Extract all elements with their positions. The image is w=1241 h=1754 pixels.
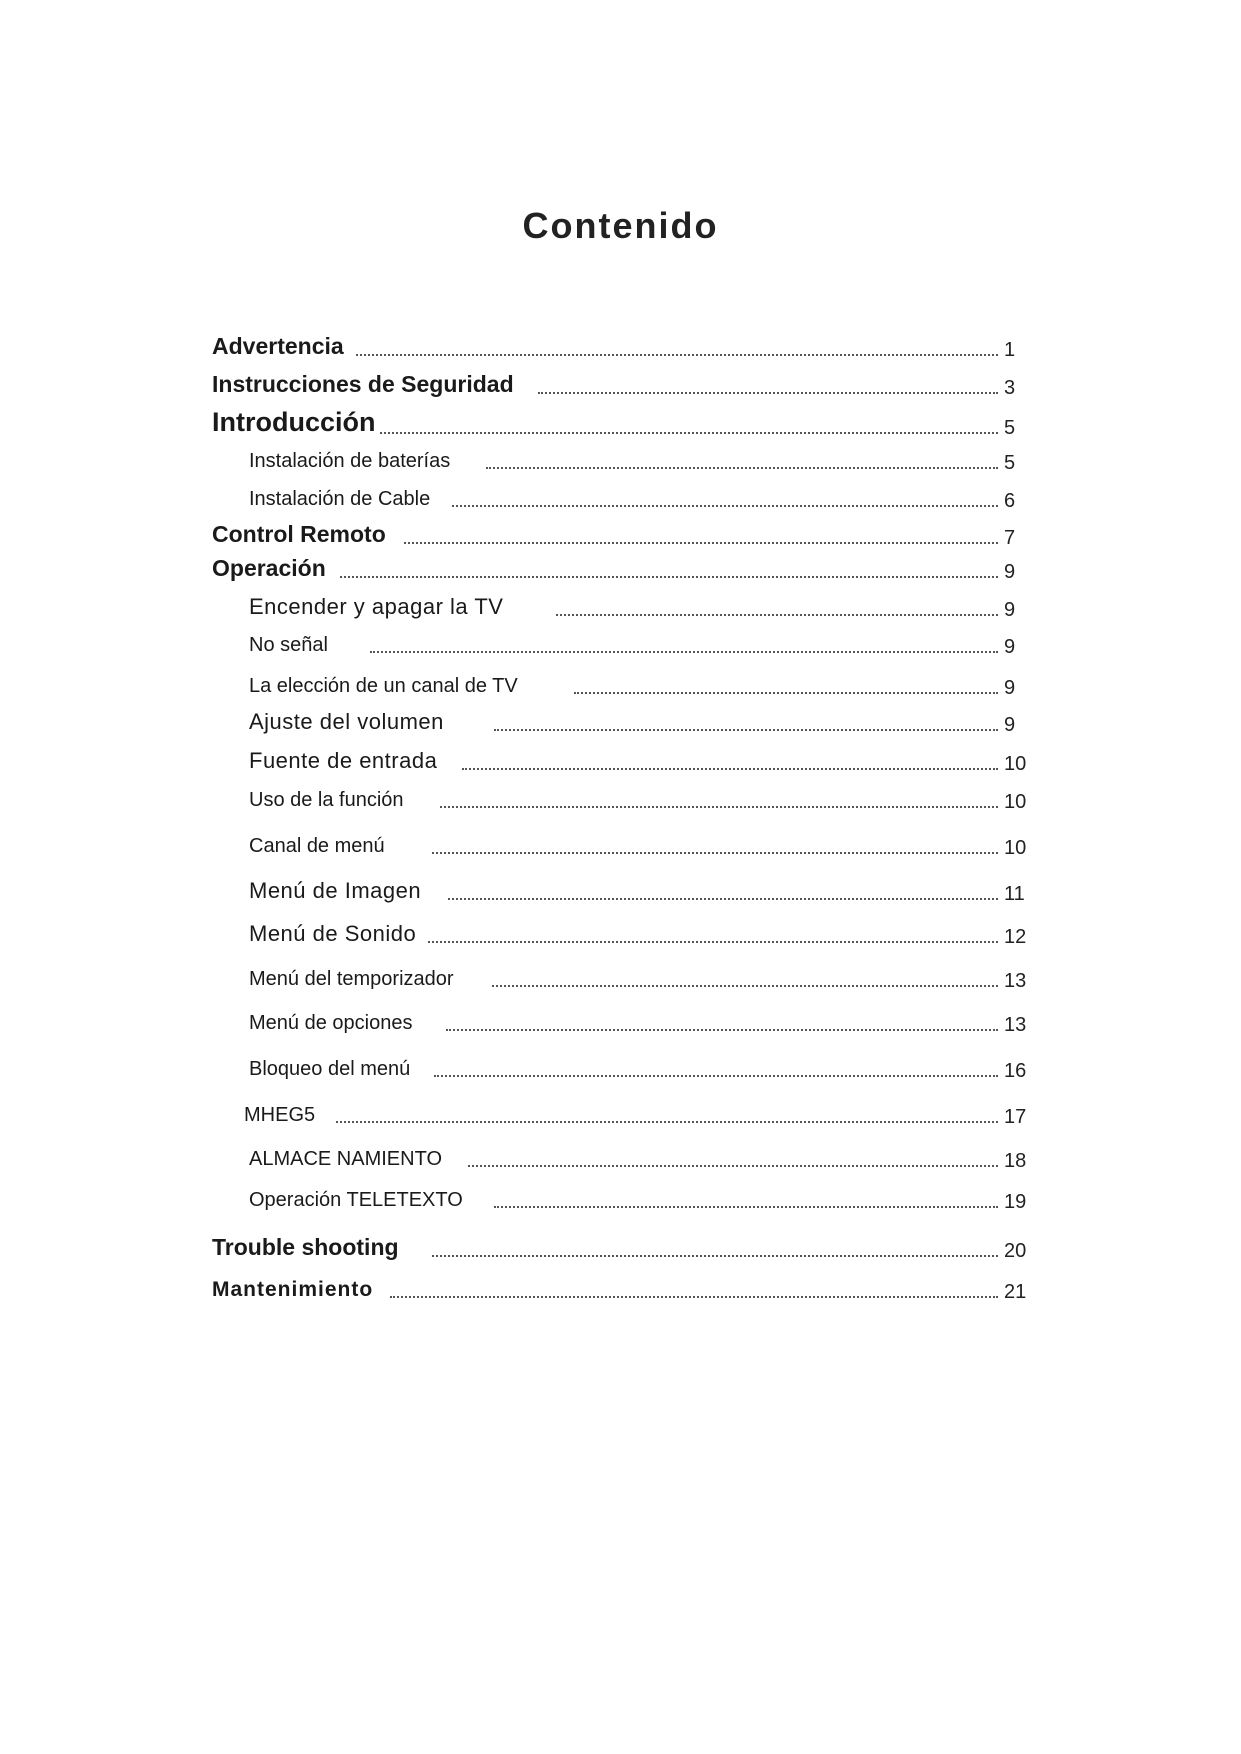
toc-page-number: 9	[1004, 599, 1016, 621]
toc-entry-encender-y-apagar-la-tv[interactable]	[0, 592, 1241, 622]
toc-leader	[440, 806, 998, 808]
toc-page-number: 18	[1004, 1150, 1027, 1172]
toc-entry-canal-de-menu[interactable]	[0, 830, 1241, 860]
toc-page-number: 10	[1004, 791, 1027, 813]
toc-entry-menu-del-temporizador[interactable]	[0, 963, 1241, 993]
toc-leader	[556, 614, 998, 616]
toc-leader	[446, 1029, 998, 1031]
toc-leader	[340, 576, 998, 578]
toc-entry-advertencia[interactable]	[0, 332, 1241, 362]
toc-entry-operacion-teletexto[interactable]	[0, 1184, 1241, 1214]
toc-label: La elección de un canal de TV	[249, 675, 518, 697]
toc-leader	[494, 1206, 998, 1208]
toc-entry-mantenimiento[interactable]	[0, 1274, 1241, 1304]
toc-entry-la-eleccion-de-un-canal-de-tv[interactable]	[0, 670, 1241, 700]
toc-entry-almace-namiento[interactable]	[0, 1143, 1241, 1173]
toc-leader	[462, 768, 998, 770]
toc-label: Menú de Sonido	[249, 921, 417, 946]
toc-entry-uso-de-la-funcion[interactable]	[0, 784, 1241, 814]
toc-leader	[492, 985, 998, 987]
toc-leader	[452, 505, 998, 507]
toc-leader	[468, 1165, 998, 1167]
toc-page-number: 1	[1004, 339, 1016, 361]
toc-entry-instrucciones-de-seguridad[interactable]	[0, 370, 1241, 400]
toc-page-number: 13	[1004, 1014, 1027, 1036]
toc-leader	[434, 1075, 998, 1077]
toc-label: Encender y apagar la TV	[249, 594, 504, 619]
toc-label: Instalación de Cable	[249, 488, 431, 510]
toc-page-number: 16	[1004, 1060, 1027, 1082]
toc-page-number: 10	[1004, 753, 1027, 775]
toc-entry-no-senal[interactable]	[0, 629, 1241, 659]
toc-page-number: 13	[1004, 970, 1027, 992]
toc-leader	[574, 692, 998, 694]
toc-page-number: 7	[1004, 527, 1016, 549]
toc-entry-ajuste-del-volumen[interactable]	[0, 707, 1241, 737]
toc-label: Operación TELETEXTO	[249, 1189, 463, 1211]
toc-entry-bloqueo-del-menu[interactable]	[0, 1053, 1241, 1083]
toc-label: Menú del temporizador	[249, 968, 454, 990]
toc-leader	[404, 542, 998, 544]
toc-page-number: 9	[1004, 677, 1016, 699]
toc-leader	[538, 392, 998, 394]
toc-entry-mheg5[interactable]	[0, 1099, 1241, 1129]
toc-label: Instrucciones de Seguridad	[212, 371, 514, 397]
toc-label: Instalación de baterías	[249, 450, 451, 472]
toc-page-number: 5	[1004, 417, 1016, 439]
toc-leader	[428, 941, 998, 943]
toc-page-number: 11	[1004, 883, 1025, 905]
toc-entry-instalacion-de-baterias[interactable]	[0, 445, 1241, 475]
toc-page-number: 20	[1004, 1240, 1027, 1262]
toc-label: Operación	[212, 555, 326, 581]
toc-label: Menú de opciones	[249, 1012, 413, 1034]
toc-leader	[370, 651, 998, 653]
toc-label: Advertencia	[212, 333, 344, 359]
toc-label: MHEG5	[244, 1104, 316, 1126]
toc-page-number: 9	[1004, 636, 1016, 658]
toc-page-number: 9	[1004, 714, 1016, 736]
toc-page-number: 5	[1004, 452, 1016, 474]
toc-leader	[448, 898, 998, 900]
page-title: Contenido	[522, 205, 719, 246]
toc-entry-trouble-shooting[interactable]	[0, 1233, 1241, 1263]
toc-leader	[356, 354, 998, 356]
toc-leader	[390, 1296, 998, 1298]
toc-page-number: 21	[1004, 1281, 1027, 1303]
toc-label: Bloqueo del menú	[249, 1058, 411, 1080]
toc-entry-control-remoto[interactable]	[0, 520, 1241, 550]
toc-label: Mantenimiento	[212, 1278, 374, 1301]
toc-label: No señal	[249, 634, 328, 656]
toc-label: ALMACE NAMIENTO	[249, 1148, 442, 1170]
toc-leader	[336, 1121, 998, 1123]
toc-entry-menu-de-opciones[interactable]	[0, 1007, 1241, 1037]
toc-page-number: 3	[1004, 377, 1016, 399]
toc-entry-fuente-de-entrada[interactable]	[0, 746, 1241, 776]
toc-entry-introduccion[interactable]	[0, 407, 1241, 440]
toc-label: Trouble shooting	[212, 1234, 399, 1260]
toc-page-number: 9	[1004, 561, 1016, 583]
toc-entry-menu-de-sonido[interactable]	[0, 919, 1241, 949]
toc-leader	[432, 852, 998, 854]
toc-leader	[486, 467, 998, 469]
toc-entry-menu-de-imagen[interactable]	[0, 876, 1241, 906]
toc-label: Control Remoto	[212, 521, 386, 547]
toc-entry-operacion[interactable]	[0, 554, 1241, 584]
toc-page-number: 17	[1004, 1106, 1027, 1128]
toc-page-number: 19	[1004, 1191, 1027, 1213]
toc-page-number: 6	[1004, 490, 1016, 512]
toc-leader	[432, 1255, 998, 1257]
toc-label: Ajuste del volumen	[249, 709, 444, 734]
toc-label: Uso de la función	[249, 789, 404, 811]
toc-label: Canal de menú	[249, 835, 385, 857]
toc-label: Menú de Imagen	[249, 878, 422, 903]
toc-leader	[380, 432, 998, 434]
toc-page-number: 12	[1004, 926, 1027, 948]
toc-label: Introducción	[212, 407, 376, 437]
toc-leader	[494, 729, 998, 731]
toc-label: Fuente de entrada	[249, 748, 438, 773]
toc-page-number: 10	[1004, 837, 1027, 859]
toc-entry-instalacion-de-cable[interactable]	[0, 483, 1241, 513]
